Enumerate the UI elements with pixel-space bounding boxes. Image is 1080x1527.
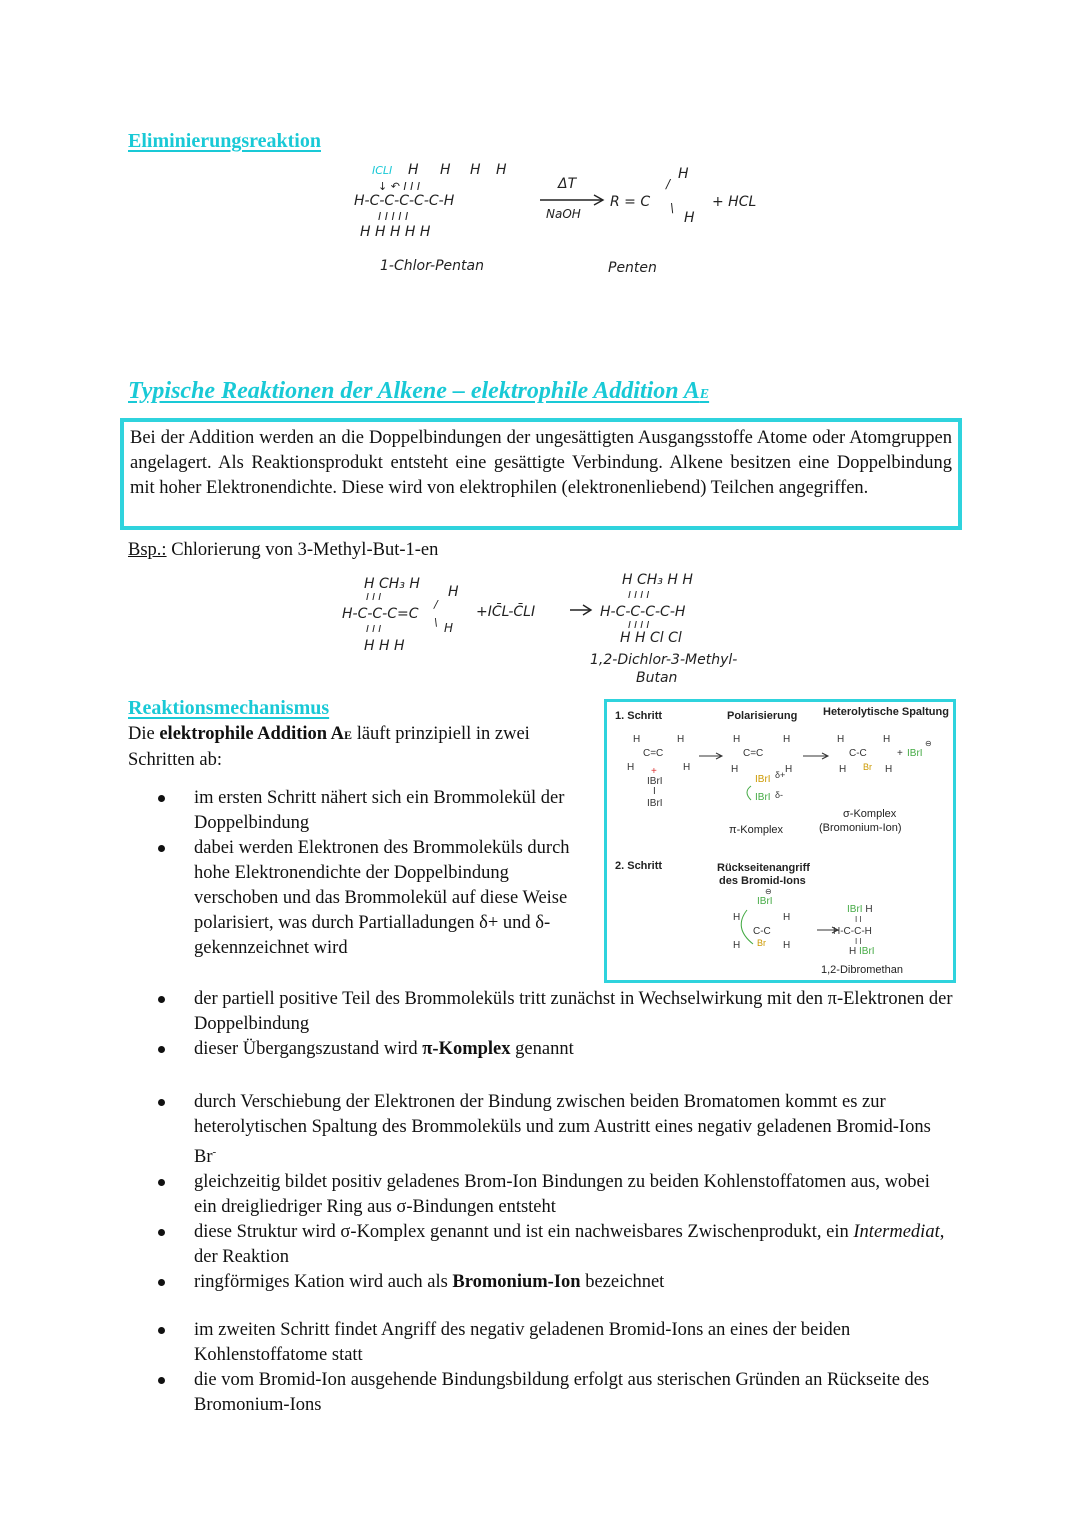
elimination-heading: Eliminierungsreaktion xyxy=(128,130,321,152)
elimination-reaction-scheme xyxy=(340,160,800,280)
svg-text:⊖: ⊖ xyxy=(925,739,932,748)
svg-text:I I I I I: I I I I I xyxy=(378,210,409,223)
svg-text:IBrI: IBrI xyxy=(755,792,771,803)
svg-text:H: H xyxy=(684,210,695,226)
svg-text:H: H xyxy=(885,764,893,775)
svg-text:C-C: C-C xyxy=(753,926,771,937)
svg-text:H H H: H H H xyxy=(364,638,405,654)
svg-text:H: H xyxy=(678,166,689,182)
svg-text:IBrI: IBrI xyxy=(647,776,663,787)
svg-text:I I: I I xyxy=(855,937,862,946)
svg-text:H: H xyxy=(444,621,454,635)
figure-step2-structures xyxy=(607,888,953,968)
svg-text:+: + xyxy=(651,766,657,777)
svg-text:Br: Br xyxy=(757,938,766,948)
figure-backside-label-2: des Bromid-Ions xyxy=(719,875,806,887)
svg-text:H: H xyxy=(837,734,845,745)
figure-step2-label: 2. Schritt xyxy=(615,860,663,872)
figure-step1-structures xyxy=(607,726,953,826)
svg-text:H: H xyxy=(785,764,793,775)
list-item: durch Verschiebung der Elektronen der Bindung zwischen beiden Bromatomen kommt es zur heterolytischen Spaltung des Brommoleküls und zum Austritt eines negativ geladenen Bromid-Ions Br- xyxy=(194,1090,954,1170)
svg-text:/: / xyxy=(666,177,671,191)
svg-text:H CH₃ H H: H CH₃ H H xyxy=(622,572,693,588)
svg-text:H: H xyxy=(683,762,691,773)
list-item: diese Struktur wird σ-Komplex genannt und ist ein nachweisbares Zwischenprodukt, ein Intermediat, der Reaktion xyxy=(194,1220,954,1270)
svg-text:H: H xyxy=(633,734,641,745)
svg-text:H-C-C-H: H-C-C-H xyxy=(833,926,872,937)
svg-text:H: H xyxy=(448,584,459,600)
svg-text:IBrI: IBrI xyxy=(755,774,771,785)
svg-text:H CH₃ H: H CH₃ H xyxy=(364,576,420,592)
elimination-product-name: Penten xyxy=(608,260,657,276)
svg-text:H: H xyxy=(839,764,847,775)
svg-text:H H H H H: H H H H H xyxy=(360,224,431,240)
svg-text:⊖: ⊖ xyxy=(765,888,772,896)
svg-text:H: H xyxy=(783,940,791,951)
figure-step1-label: 1. Schritt xyxy=(615,710,663,722)
svg-text:I I I: I I I xyxy=(366,592,382,603)
svg-text:H IBrI: H IBrI xyxy=(849,946,875,957)
svg-text:H: H xyxy=(627,762,635,773)
svg-text:+: + xyxy=(897,748,903,759)
mechanism-intro: Die elektrophile Addition AE läuft prinzipiell in zwei Schritten ab: xyxy=(128,724,530,770)
figure-backside-label-1: Rückseitenangriff xyxy=(717,862,810,874)
svg-text:H: H xyxy=(470,162,481,178)
svg-text:I I: I I xyxy=(855,915,862,924)
svg-text:I I I: I I I xyxy=(366,624,382,635)
list-item: dabei werden Elektronen des Brommoleküls durch hohe Elektronendichte der Doppelbindung verschoben und das Brommolekül auf diese Weise polarisiert, was durch Partialladungen δ+ und δ- gekennzeichnet wird xyxy=(194,836,594,961)
svg-text:H: H xyxy=(783,734,791,745)
svg-text:H: H xyxy=(733,734,741,745)
list-item: die vom Bromid-Ion ausgehende Bindungsbildung erfolgt aus sterischen Gründen an Rückseite des Bromonium-Ions xyxy=(194,1368,954,1418)
addition-heading: Typische Reaktionen der Alkene – elektrophile Addition AE xyxy=(128,378,710,404)
svg-text:H: H xyxy=(783,912,791,923)
list-item: gleichzeitig bildet positiv geladenes Brom-Ion Bindungen zu beiden Kohlenstoffatomen aus, wobei ein dreigliedriger Ring aus σ-Bindungen entsteht xyxy=(194,1170,954,1220)
figure-polarisation-label: Polarisierung xyxy=(727,710,798,722)
figure-hetero-label: Heterolytische Spaltung xyxy=(823,706,949,718)
svg-text:+IC̄L-C̄LI: +IC̄L-C̄LI xyxy=(476,604,536,620)
svg-text:H: H xyxy=(408,162,419,178)
definition-box xyxy=(120,418,962,530)
svg-text:/: / xyxy=(434,598,438,611)
figure-sigma-caption-2: (Bromonium-Ion) xyxy=(819,822,902,834)
svg-text:C-C: C-C xyxy=(849,748,867,759)
svg-text:ICLI: ICLI xyxy=(372,164,393,177)
list-item: im ersten Schritt nähert sich ein Brommolekül der Doppelbindung xyxy=(194,786,594,836)
svg-text:H H Cl Cl: H H Cl Cl xyxy=(620,630,682,646)
svg-text:H: H xyxy=(733,912,741,923)
elimination-reactant-name: 1-Chlor-Pentan xyxy=(380,258,484,274)
svg-text:I: I xyxy=(653,786,656,797)
svg-text:↓ ↶ I I I: ↓ ↶ I I I xyxy=(378,180,421,193)
mechanism-figure xyxy=(604,699,956,983)
svg-text:IBrI H: IBrI H xyxy=(847,904,873,915)
svg-text:H: H xyxy=(883,734,891,745)
mechanism-heading: Reaktionsmechanismus xyxy=(128,697,330,719)
svg-text:IBrI: IBrI xyxy=(647,798,663,809)
figure-pi-complex-caption: π-Komplex xyxy=(729,824,784,836)
svg-text:δ+: δ+ xyxy=(775,770,786,780)
svg-text:H: H xyxy=(733,940,741,951)
svg-text:H-C-C-C-C-C-H: H-C-C-C-C-C-H xyxy=(354,193,455,209)
svg-text:IBrI: IBrI xyxy=(907,748,923,759)
bullet-list-sigma xyxy=(194,1090,954,1295)
list-item: dieser Übergangszustand wird π-Komplex genannt xyxy=(194,1037,954,1062)
svg-text:ΔT: ΔT xyxy=(558,176,577,192)
bullet-list-pi xyxy=(194,987,954,1062)
bullet-list-step2 xyxy=(194,1318,954,1418)
svg-text:C=C: C=C xyxy=(643,748,664,759)
svg-text:H: H xyxy=(440,162,451,178)
svg-text:δ-: δ- xyxy=(775,790,784,800)
figure-product-caption: 1,2-Dibromethan xyxy=(821,964,903,976)
svg-text:IBrI: IBrI xyxy=(757,896,773,907)
svg-text:\: \ xyxy=(434,616,438,629)
svg-text:+ HCL: + HCL xyxy=(712,194,757,210)
svg-text:NaOH: NaOH xyxy=(546,207,581,221)
svg-text:I I I I: I I I I xyxy=(628,620,650,631)
example-line: Bsp.: Chlorierung von 3-Methyl-But-1-en xyxy=(128,540,439,560)
svg-text:H: H xyxy=(677,734,685,745)
svg-text:Br: Br xyxy=(863,762,872,772)
list-item: im zweiten Schritt findet Angriff des negativ geladenen Bromid-Ions an eines der beiden Kohlenstoffatome statt xyxy=(194,1318,954,1368)
bullet-list-step1 xyxy=(194,786,594,961)
svg-text:I I I I: I I I I xyxy=(628,590,650,601)
list-item: der partiell positive Teil des Brommoleküls tritt zunächst in Wechselwirkung mit den π-Elektronen der Doppelbindung xyxy=(194,987,954,1037)
figure-sigma-caption-1: σ-Komplex xyxy=(843,808,897,820)
svg-text:Butan: Butan xyxy=(636,670,678,686)
svg-text:H-C-C-C-C-H: H-C-C-C-C-H xyxy=(600,604,686,620)
definition-text: Bei der Addition werden an die Doppelbindungen der ungesättigten Ausgangsstoffe Atome oder Atomgruppen angelagert. Als Reaktionsprodukt entsteht eine gesättigte Verbindung. Alkene besitzen eine Doppelbindung mit hoher Elektronendichte. Diese wird von elektrophilen (elektronenliebend) Teilchen angegriffen. xyxy=(130,428,952,498)
svg-text:C=C: C=C xyxy=(743,748,764,759)
svg-text:H-C-C-C=C: H-C-C-C=C xyxy=(342,606,419,622)
list-item: ringförmiges Kation wird auch als Bromonium-Ion bezeichnet xyxy=(194,1270,954,1295)
svg-text:R = C: R = C xyxy=(610,194,651,210)
chlorination-reaction-scheme xyxy=(338,566,798,690)
svg-text:H: H xyxy=(496,162,507,178)
svg-text:H: H xyxy=(731,764,739,775)
svg-text:\: \ xyxy=(670,201,675,215)
svg-text:1,2-Dichlor-3-Methyl-: 1,2-Dichlor-3-Methyl- xyxy=(590,652,738,668)
